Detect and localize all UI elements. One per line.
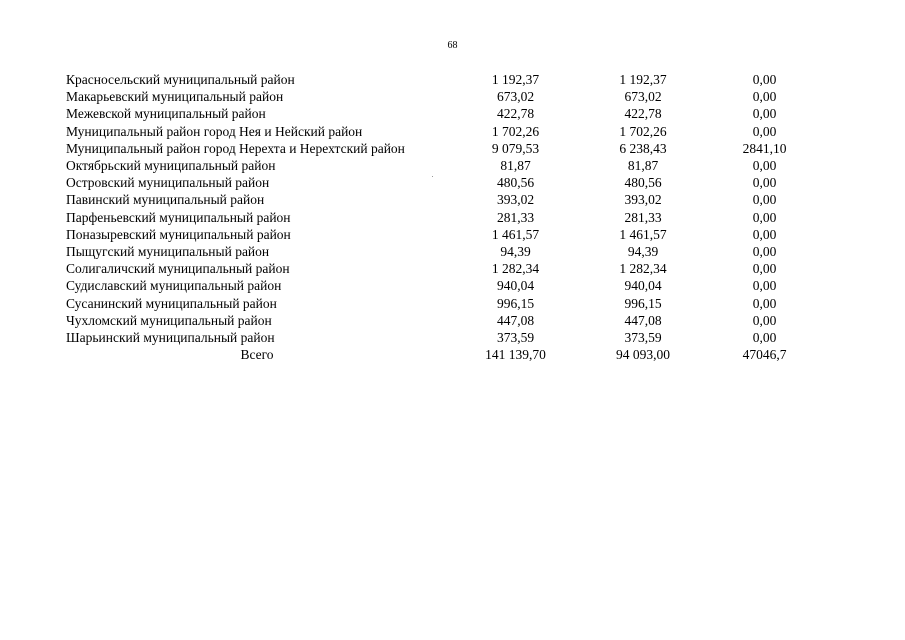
value-col-3: 0,00 (752, 209, 777, 225)
district-name: Поназыревский муниципальный район (66, 226, 291, 242)
district-name: Межевской муниципальный район (66, 106, 266, 122)
table-row (66, 191, 826, 208)
value-col-2: 447,08 (624, 312, 662, 328)
value-col-3: 2841,10 (742, 140, 787, 156)
table-row (66, 140, 826, 157)
table-row (66, 174, 826, 191)
district-name: Сусанинский муниципальный район (66, 295, 277, 311)
table-row (66, 295, 826, 312)
district-name: Солигаличский муниципальный район (66, 261, 290, 277)
district-name: Пыщугский муниципальный район (66, 244, 270, 260)
district-name: Шарьинский муниципальный район (66, 330, 275, 346)
district-name: Октябрьский муниципальный район (66, 158, 276, 174)
value-col-1: 81,87 (500, 158, 531, 174)
value-col-1: 996,15 (496, 295, 535, 311)
value-col-3: 0,00 (752, 295, 777, 311)
value-col-1: 447,08 (496, 312, 535, 328)
value-col-2: 1 282,34 (619, 261, 667, 277)
table-row (66, 329, 826, 346)
value-col-2: 422,78 (624, 106, 662, 122)
total-value-col-2: 94 093,00 (616, 347, 670, 363)
value-col-1: 1 282,34 (491, 261, 540, 277)
table-row (66, 71, 826, 88)
value-col-3: 0,00 (752, 261, 777, 277)
value-col-2: 1 192,37 (619, 72, 667, 87)
value-col-3: 0,00 (752, 89, 777, 105)
value-col-1: 94,39 (500, 244, 531, 260)
value-col-2: 393,02 (624, 192, 662, 208)
value-col-3: 0,00 (752, 312, 777, 328)
table-row (66, 157, 826, 174)
value-col-3: 0,00 (752, 123, 777, 139)
total-value-col-3: 47046,7 (742, 347, 787, 363)
value-col-2: 81,87 (627, 158, 659, 174)
district-name: Муниципальный район город Нерехта и Нерехтский район (66, 140, 405, 156)
total-label: Всего (240, 347, 274, 363)
value-col-3: 0,00 (752, 330, 777, 346)
value-col-1: 9 079,53 (491, 140, 540, 156)
table-row (66, 312, 826, 329)
value-col-2: 1 461,57 (619, 226, 667, 242)
table-row (66, 123, 826, 140)
value-col-1: 1 192,37 (491, 72, 540, 87)
value-col-3: 0,00 (752, 278, 777, 294)
district-name: Павинский муниципальный район (66, 192, 265, 208)
value-col-2: 673,02 (624, 89, 662, 105)
district-name: Чухломский муниципальный район (66, 312, 272, 328)
value-col-1: 1 702,26 (491, 123, 540, 139)
table-row (66, 277, 826, 294)
value-col-3: 0,00 (752, 72, 777, 87)
value-col-3: 0,00 (752, 226, 777, 242)
table-row (66, 209, 826, 226)
value-col-2: 1 702,26 (619, 123, 667, 139)
district-name: Островский муниципальный район (66, 175, 270, 191)
table-row (66, 226, 826, 243)
value-col-1: 673,02 (496, 89, 535, 105)
value-col-3: 0,00 (752, 175, 777, 191)
value-col-1: 373,59 (496, 330, 535, 346)
table-row (66, 243, 826, 260)
districts-table (66, 71, 826, 363)
value-col-2: 94,39 (627, 244, 659, 260)
value-col-3: 0,00 (752, 192, 777, 208)
value-col-3: 0,00 (752, 106, 777, 122)
district-name: Макарьевский муниципальный район (66, 89, 284, 105)
district-name: Судиславский муниципальный район (66, 278, 282, 294)
district-name: Парфеньевский муниципальный район (66, 209, 291, 225)
table-row (66, 105, 826, 122)
value-col-1: 422,78 (496, 106, 535, 122)
value-col-3: 0,00 (752, 244, 777, 260)
value-col-1: 393,02 (496, 192, 535, 208)
value-col-2: 373,59 (624, 330, 662, 346)
value-col-1: 480,56 (496, 175, 535, 191)
value-col-1: 1 461,57 (491, 226, 540, 242)
value-col-2: 281,33 (624, 209, 662, 225)
total-value-col-1: 141 139,70 (485, 347, 546, 363)
value-col-1: 940,04 (496, 278, 535, 294)
value-col-2: 480,56 (624, 175, 662, 191)
value-col-2: 996,15 (624, 295, 662, 311)
value-col-3: 0,00 (752, 158, 777, 174)
district-name: Красносельский муниципальный район (66, 72, 295, 87)
value-col-1: 281,33 (496, 209, 535, 225)
value-col-2: 940,04 (624, 278, 662, 294)
table-row (66, 88, 826, 105)
page-number: 68 (447, 40, 458, 51)
total-row (66, 346, 826, 363)
district-name: Муниципальный район город Нея и Нейский район (66, 123, 363, 139)
value-col-2: 6 238,43 (619, 140, 667, 156)
table-row (66, 260, 826, 277)
